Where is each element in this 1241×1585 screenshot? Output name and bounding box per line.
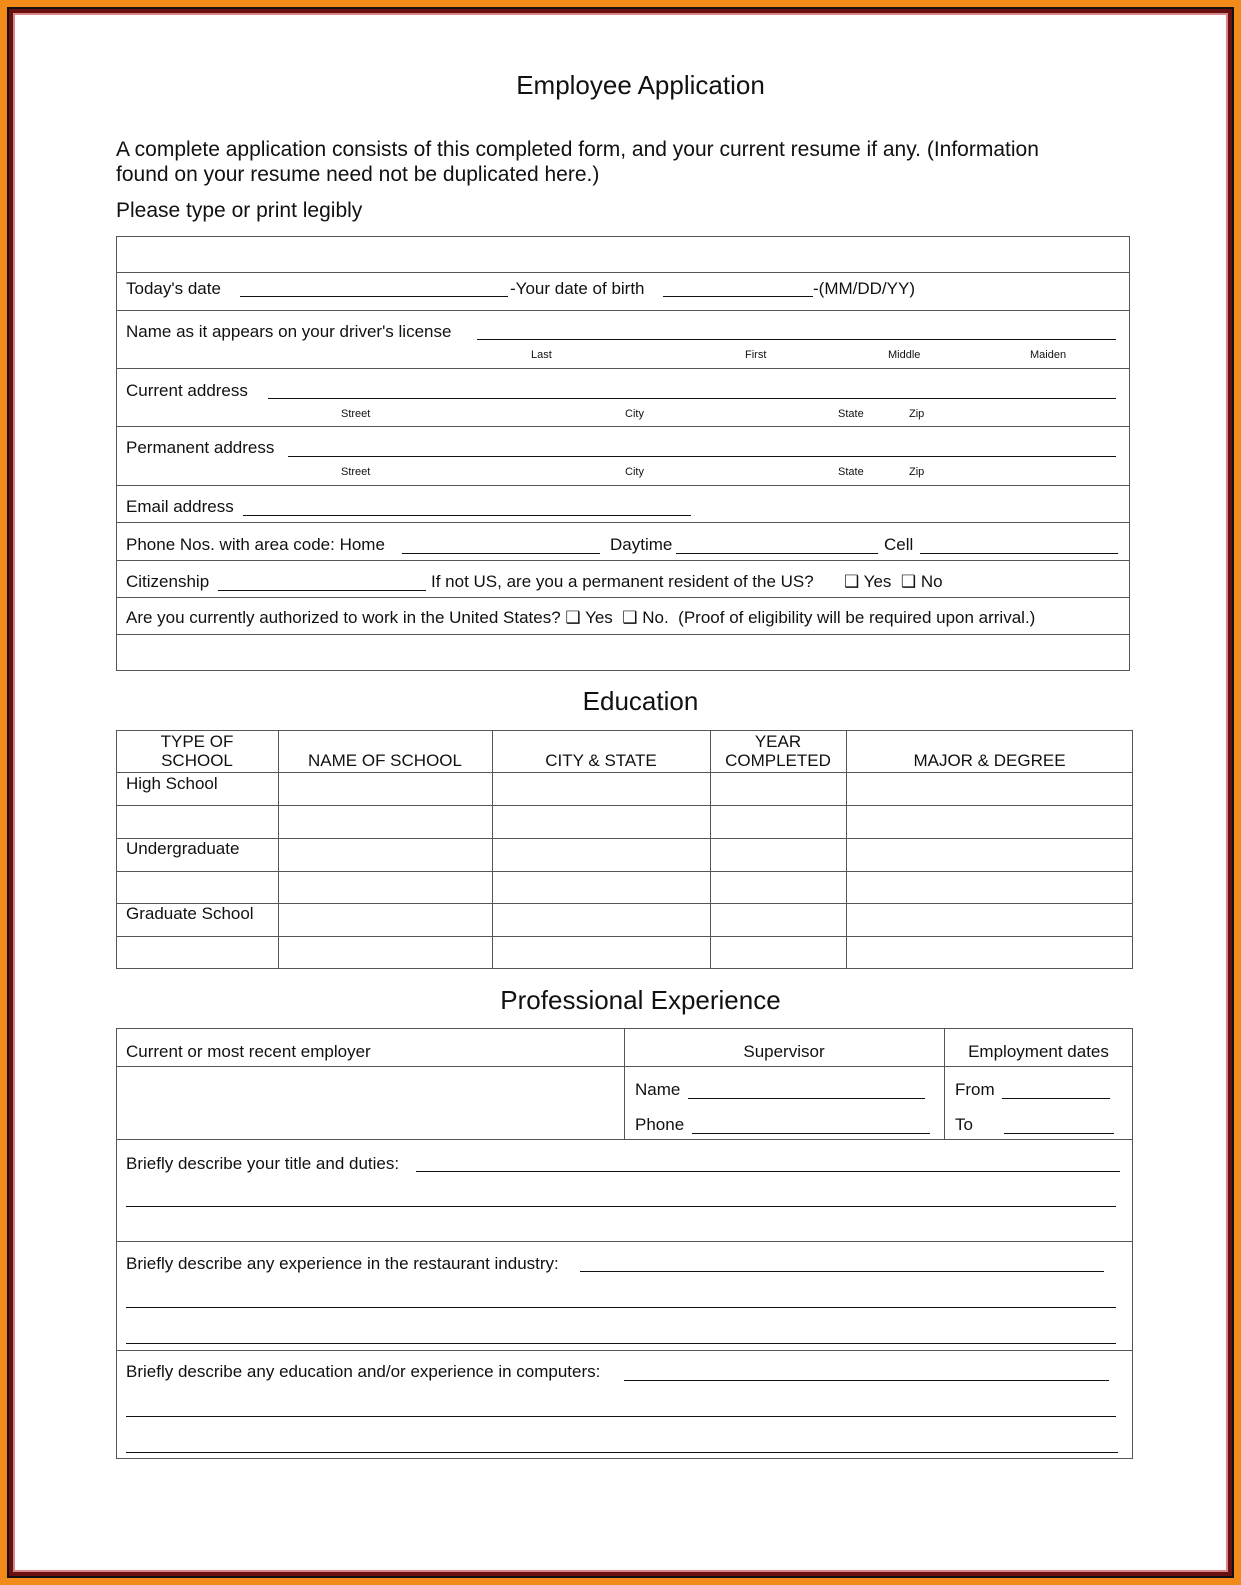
- row-divider: [116, 936, 1133, 937]
- yes-label: Yes: [585, 608, 613, 627]
- duties-label: Briefly describe your title and duties:: [126, 1154, 400, 1173]
- row-divider: [116, 1139, 1133, 1140]
- row-divider: [116, 838, 1133, 839]
- name-sub-last: Last: [531, 349, 552, 361]
- name-sub-maiden: Maiden: [1030, 349, 1067, 361]
- computers-label: Briefly describe any education and/or experience in computers:: [126, 1362, 601, 1381]
- name-sub-middle: Middle: [888, 349, 921, 361]
- row-divider: [116, 1066, 1133, 1067]
- name-label: Name as it appears on your driver's license: [126, 322, 452, 341]
- supervisor-phone-label: Phone: [635, 1115, 685, 1134]
- row-divider: [116, 1350, 1133, 1351]
- email-label: Email address: [126, 497, 234, 516]
- addr-sub-state: State: [838, 408, 864, 420]
- to-field[interactable]: [1004, 1133, 1114, 1134]
- to-label: To: [955, 1115, 973, 1134]
- supervisor-name-label: Name: [635, 1080, 681, 1099]
- row-divider: [116, 903, 1133, 904]
- computers-field[interactable]: [624, 1380, 1109, 1381]
- permanent-address-label: Permanent address: [126, 438, 275, 457]
- col-header-year: YEAR COMPLETED: [725, 732, 831, 770]
- todays-date-label: Today's date: [126, 279, 221, 298]
- divider: [116, 368, 1130, 369]
- dob-label: -Your date of birth: [510, 279, 645, 298]
- no-label: No.: [642, 608, 669, 627]
- yes-label: Yes: [863, 572, 892, 591]
- name-field[interactable]: [477, 339, 1116, 340]
- row-divider: [116, 805, 1133, 806]
- row-undergraduate: Undergraduate: [126, 839, 240, 858]
- phone-label: Phone Nos. with area code: Home: [126, 535, 385, 554]
- addr-sub-state: State: [838, 466, 864, 478]
- citizenship-field[interactable]: [218, 590, 426, 591]
- citizenship-label: Citizenship: [126, 572, 210, 591]
- row-divider: [116, 772, 1133, 773]
- row-graduate: Graduate School: [126, 904, 254, 923]
- computers-field-2[interactable]: [126, 1416, 1116, 1417]
- supervisor-phone-field[interactable]: [692, 1133, 930, 1134]
- proof-note: (Proof of eligibility will be required upon arrival.): [678, 608, 1036, 627]
- authorized-yes-checkbox[interactable]: ❑: [565, 608, 581, 627]
- addr-sub-street: Street: [341, 408, 371, 420]
- supervisor-label: Supervisor: [743, 1042, 825, 1061]
- daytime-label: Daytime: [610, 535, 673, 554]
- home-phone-field[interactable]: [402, 553, 600, 554]
- restaurant-field-2[interactable]: [126, 1307, 1116, 1308]
- page-title: Employee Application: [516, 70, 765, 100]
- restaurant-field-3[interactable]: [126, 1343, 1116, 1344]
- authorized-no-checkbox[interactable]: ❑: [622, 608, 638, 627]
- email-field[interactable]: [243, 515, 691, 516]
- addr-sub-zip: Zip: [909, 466, 925, 478]
- addr-sub-zip: Zip: [909, 408, 925, 420]
- current-address-label: Current address: [126, 381, 248, 400]
- divider: [116, 272, 1130, 273]
- restaurant-field[interactable]: [580, 1271, 1104, 1272]
- daytime-phone-field[interactable]: [676, 553, 878, 554]
- divider: [116, 597, 1130, 598]
- todays-date-field[interactable]: [240, 296, 508, 297]
- divider: [116, 634, 1130, 635]
- addr-sub-city: City: [625, 408, 644, 420]
- restaurant-label: Briefly describe any experience in the restaurant industry:: [126, 1254, 559, 1273]
- col-header-name: NAME OF SCHOOL: [308, 751, 462, 770]
- col-header-type: TYPE OF SCHOOL: [160, 732, 234, 770]
- addr-sub-city: City: [625, 466, 644, 478]
- dob-field[interactable]: [663, 296, 813, 297]
- resident-question: If not US, are you a permanent resident of the US?: [431, 572, 814, 591]
- divider: [116, 310, 1130, 311]
- intro-text-2: found on your resume need not be duplicated here.): [116, 163, 600, 186]
- authorized-question: Are you currently authorized to work in the United States?: [126, 608, 561, 627]
- duties-field-2[interactable]: [126, 1206, 1116, 1207]
- instruction: Please type or print legibly: [116, 199, 363, 222]
- cell-label: Cell: [884, 535, 914, 554]
- education-title: Education: [582, 686, 699, 716]
- row-high-school: High School: [126, 774, 218, 793]
- divider: [116, 485, 1130, 486]
- computers-field-3[interactable]: [126, 1452, 1118, 1453]
- duties-field[interactable]: [416, 1171, 1120, 1172]
- resident-no-checkbox[interactable]: ❑: [900, 572, 917, 591]
- divider: [116, 522, 1130, 523]
- experience-title: Professional Experience: [500, 985, 781, 1015]
- cell-phone-field[interactable]: [920, 553, 1118, 554]
- from-field[interactable]: [1002, 1098, 1110, 1099]
- employer-label: Current or most recent employer: [126, 1042, 371, 1061]
- addr-sub-street: Street: [341, 466, 371, 478]
- dob-format: -(MM/DD/YY): [813, 279, 915, 298]
- name-sub-first: First: [745, 349, 767, 361]
- no-label: No: [920, 572, 943, 591]
- current-address-field[interactable]: [268, 398, 1116, 399]
- from-label: From: [955, 1080, 995, 1099]
- dates-label: Employment dates: [968, 1042, 1109, 1061]
- col-header-city: CITY & STATE: [545, 751, 657, 770]
- supervisor-name-field[interactable]: [688, 1098, 925, 1099]
- col-header-major: MAJOR & DEGREE: [913, 751, 1066, 770]
- permanent-address-field[interactable]: [288, 456, 1116, 457]
- resident-yes-checkbox[interactable]: ❑: [844, 572, 860, 591]
- row-divider: [116, 871, 1133, 872]
- divider: [116, 426, 1130, 427]
- divider: [116, 560, 1130, 561]
- intro-text: A complete application consists of this completed form, and your current resume if any. (Information: [116, 138, 1039, 161]
- row-divider: [116, 1241, 1133, 1242]
